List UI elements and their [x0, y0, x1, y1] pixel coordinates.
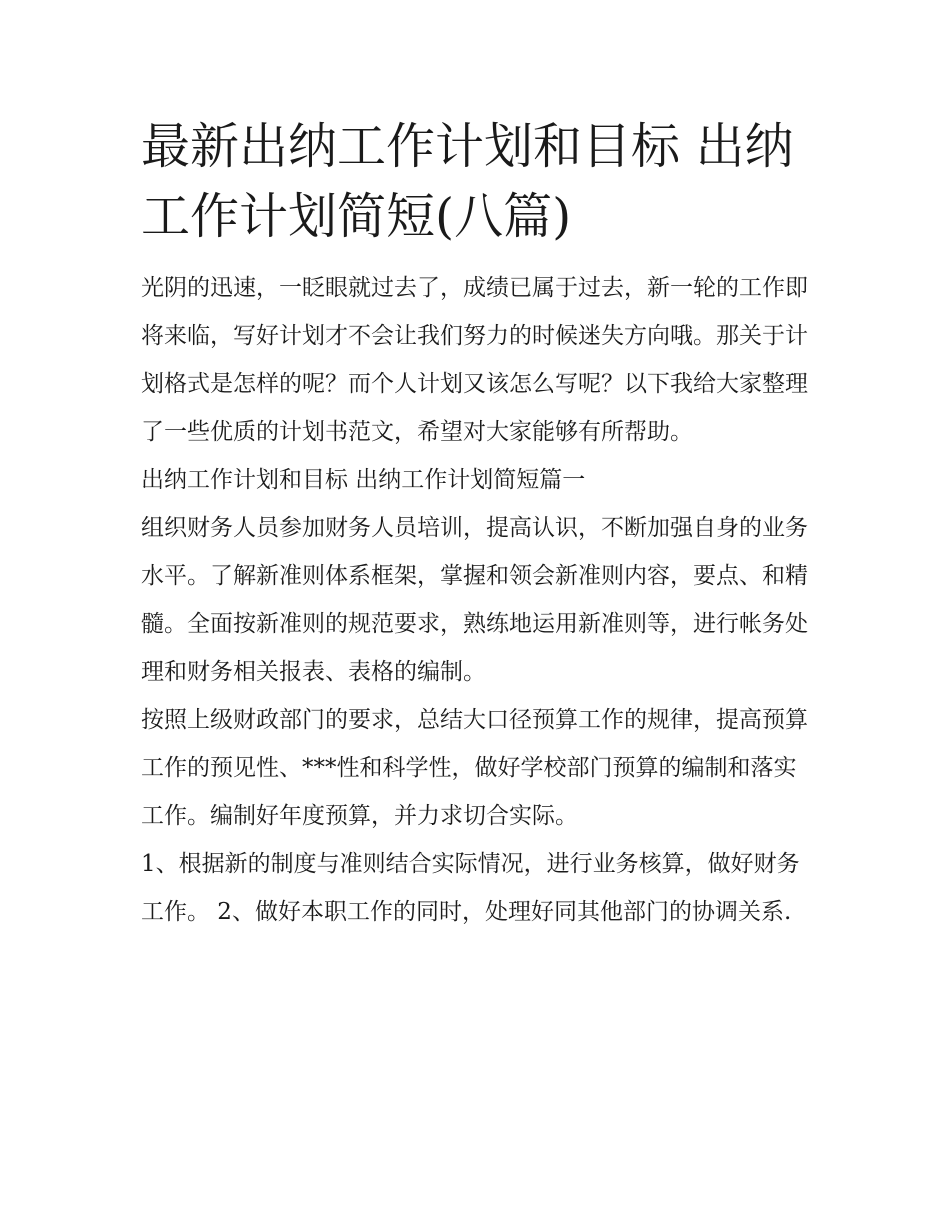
body-paragraph-1: 组织财务人员参加财务人员培训，提高认识，不断加强自身的业务水平。了解新准则体系框架，掌握和领会新准则内容，要点、和精髓。全面按新准则的规范要求，熟练地运用新准则等，进行帐务处理和财务相关报表、表格的编制。 — [141, 515, 808, 685]
body-paragraph-3: 1、根据新的制度与准则结合实际情况，进行业务核算，做好财务工作。 2、做好本职工作的同时，处理好同其他部门的协调关系. — [141, 851, 800, 925]
section-heading: 出纳工作计划和目标 出纳工作计划简短篇一 — [141, 467, 586, 493]
document-title: 最新出纳工作计划和目标 出纳工作计划简短(八篇) — [141, 118, 794, 245]
body-paragraph-2: 按照上级财政部门的要求，总结大口径预算工作的规律，提高预算工作的预见性、***性和科学性，做好学校部门预算的编制和落实工作。编制好年度预算，并力求切合实际。 — [141, 707, 808, 829]
document-page — [141, 112, 813, 936]
intro-paragraph: 光阴的迅速，一眨眼就过去了，成绩已属于过去，新一轮的工作即将来临，写好计划才不会让我们努力的时候迷失方向哦。那关于计划格式是怎样的呢？而个人计划又该怎么写呢？以下我给大家整理了一些优质的计划书范文，希望对大家能够有所帮助。 — [141, 275, 808, 445]
